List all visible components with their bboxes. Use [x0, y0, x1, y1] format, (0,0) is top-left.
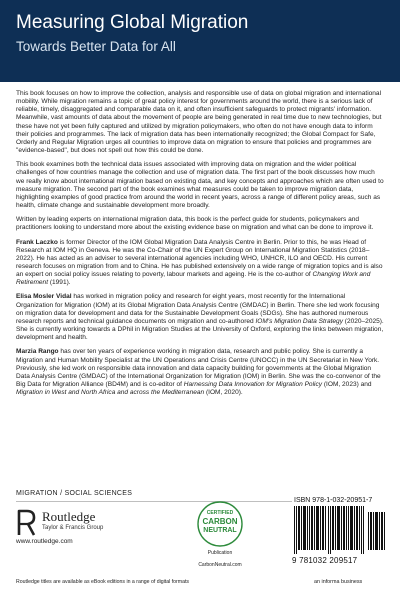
- publisher-group: Taylor & Francis Group: [42, 525, 104, 531]
- isbn-text: ISBN 978-1-032-20951-7: [294, 497, 373, 504]
- ebook-note: Routledge titles are available as eBook editions in a range of digital formats: [16, 579, 190, 585]
- book-subtitle: Towards Better Data for All: [16, 39, 176, 54]
- author-name: Elisa Mosler Vidal: [16, 293, 72, 301]
- author-bio-tail: (IOM, 2020).: [204, 389, 243, 397]
- subject-category: MIGRATION / SOCIAL SCIENCES: [16, 490, 133, 497]
- isbn-barcode-block: [292, 486, 388, 574]
- author-bio-tail: (1991).: [48, 279, 71, 287]
- publisher-name: Routledge: [42, 509, 96, 524]
- author-name: Frank Laczko: [16, 238, 58, 246]
- carbon-neutral-icon: [196, 500, 244, 560]
- carbon-label-bottom: Publication: [207, 550, 233, 556]
- carbon-label-mid1: CARBON: [202, 517, 238, 526]
- informa-tagline: an informa business: [314, 579, 363, 585]
- publisher-url: www.routledge.com: [16, 538, 73, 545]
- carbon-label-mid2: NEUTRAL: [203, 527, 237, 534]
- ean-number: 9 781032 209517: [292, 556, 358, 565]
- cover-footer: [0, 486, 400, 600]
- description-paragraph-1: This book focuses on how to improve the collection, analysis and responsible use of data on global migration and international mobility. While migration remains a topic of great policy interest for governments around the world, there is a serious lack of reliable, timely, disaggregated and comparable data on it, and often insufficient safeguards to protect migrants' information. Meanwhile, vast amounts of data about the movement of people are being generated in real time due to new technologies, but these have not yet been fully captured and utilized by migration policymakers, who often do not have enough data to inform their policies and programmes. The lack of migration data has been internationally recognized; the Global Compact for Safe, Orderly and Regular Migration urges all countries to improve data on migration to ensure that policies and programmes are "evidence-based", but does not spell out how this could be done.: [16, 90, 382, 155]
- author-bio-text: has worked in migration policy and research for eight years, most recently for the International Organization for Migration (IOM) at its Global Migration Data Analysis Centre (GMDAC) in Berlin. There she led work focusing on migration data for development and data for the Sustainable Development Goals (SDGs). She has authored numerous research reports and technical guidance documents on migration and co-authored: [16, 293, 380, 325]
- author-bio-mid: (IOM, 2023) and: [322, 381, 372, 388]
- author-bio-text: is former Director of the IOM Global Migration Data Analysis Centre in Berlin. Prior to this, he was Head of Research at IOM HQ in Geneva. He was the Co-Chair of the UN Expert Group on International Migration Statistics (2018–2022). He has acted as an adviser to several international agencies including WHO, UNHCR, ILO and OECD. His current research focuses on migration from and to China. He has published extensively on a wide range of migration topics and is also an expert on social policy issues relating to poverty, labour markets and ageing. He is the co-author of: [16, 238, 383, 279]
- author-work-title: Harnessing Data Innovation for Migration Policy: [183, 381, 323, 388]
- author-work-title: IOM's Migration Data Strategy: [255, 317, 343, 325]
- addon-barcode-icon: [368, 506, 386, 550]
- routledge-r-icon: [16, 508, 38, 536]
- publisher-logo: [16, 508, 126, 554]
- author-work-title-2: Migration in West and North Africa and across the Mediterranean: [16, 389, 205, 397]
- description-paragraph-3: Written by leading experts on international migration data, this book is the perfect guide for students, policymakers and practitioners looking to understand more about the existing evidence base on migration and what can be done to improve it.: [16, 216, 374, 232]
- description-paragraph-2: This book examines both the technical data issues associated with improving data on migration and the wider political challenges of how countries manage the collection and use of migration data. The first part of the book discusses how much we really know about international migration based on existing data, and key concepts and approaches which are often used to measure migration. The second part of the book examines what measures could be taken to improve migration data, highlighting examples of good practice from around the world in recent years, across a range of different policy areas, such as health, climate change and sustainable development more broadly.: [16, 161, 384, 210]
- carbon-neutral-badge: [188, 500, 252, 570]
- carbon-url: CarbonNeutral.com: [198, 562, 242, 568]
- author-work-title: Changing Work and Retirement: [16, 271, 371, 287]
- book-title: Measuring Global Migration: [16, 12, 249, 33]
- author-bio-tail: (2020–2025). She is currently working towards a DPhil in Migration Studies at the University of Oxford, exploring the links between migration, development and health.: [16, 317, 384, 342]
- author-bio-3: [16, 348, 384, 397]
- carbon-label-top: CERTIFIED: [206, 510, 234, 516]
- author-bio-2: [16, 293, 384, 342]
- author-bio-text: has over ten years of experience working in migration data, research and public policy. She is currently a Migration and Human Mobility Specialist at the UN Operations and Crisis Centre (UNOCC) in the UN Secretariat in New York. Previously, she led work on responsible data innovation and data capacity building for governments at the Global Migration Data Analysis Centre (GMDAC) of the International Organization for Migration (IOM) in Berlin. She was the co-convenor of the Big Data for Migration Alliance (BD4M) and is co-editor of: [16, 348, 381, 388]
- author-bio-1: [16, 239, 384, 288]
- cover-header: [0, 0, 400, 82]
- back-cover-text: [16, 90, 384, 403]
- barcode-icon: [294, 506, 366, 554]
- author-name: Marzia Rango: [16, 348, 59, 356]
